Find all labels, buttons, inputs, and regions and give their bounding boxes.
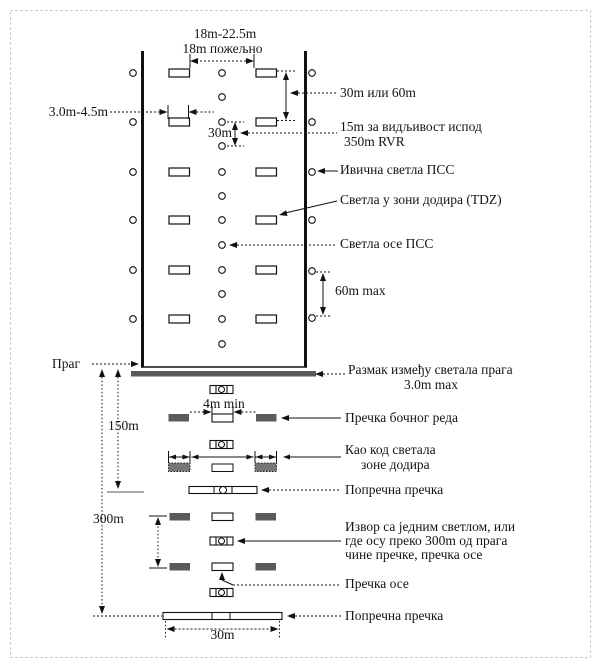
label-spacing-preferred: 18m пожељно <box>182 41 263 56</box>
leader-tdz <box>279 201 337 216</box>
threshold-bar <box>131 371 316 377</box>
leader-edge-lights <box>317 168 338 174</box>
edge-lights-left <box>130 70 137 323</box>
crossbar-mid <box>189 487 341 494</box>
leader-source <box>237 538 341 544</box>
label-tdz-lights: Светла у зони додира (TDZ) <box>340 192 502 207</box>
label-dist-150m: 150m <box>108 418 139 433</box>
label-row-spacing: 30m или 60m <box>340 85 416 100</box>
label-edge-lights: Ивична светла ПСС <box>340 162 455 177</box>
label-threshold-spacing-line2: 3.0m max <box>404 377 458 392</box>
label-gap-min: 4m min <box>203 396 245 411</box>
leader-centerline <box>229 242 337 248</box>
label-crossbar-bottom: Попречна пречка <box>345 608 444 623</box>
centerline-lights <box>219 70 226 348</box>
label-as-tdz-line2: зоне додира <box>361 457 430 472</box>
label-centerline-spacing: 30m <box>207 125 232 140</box>
label-source-line2: где осу преко 300m од прага <box>345 533 508 548</box>
label-edge-max: 60m max <box>335 283 386 298</box>
tdz-style-barrettes <box>169 451 342 472</box>
label-barrette-width: 3.0m-4.5m <box>48 104 108 119</box>
label-source-line1: Извор са једним светлом, или <box>345 519 516 534</box>
label-as-tdz-line1: Као код светала <box>345 442 436 457</box>
label-threshold-spacing-line1: Размак између светала прага <box>348 362 513 377</box>
leader-threshold-spacing <box>315 371 346 377</box>
label-spacing-range: 18m-22.5m <box>193 26 257 41</box>
label-rvr-line1: 15m за видљивост испод <box>340 119 482 134</box>
label-axis-barrette: Пречка осе <box>345 576 409 591</box>
dimension-60max <box>316 272 331 316</box>
label-side-row-barrette: Пречка бочног реда <box>345 410 459 425</box>
dimension-30m <box>227 122 337 146</box>
label-centerline-lights: Светла осе ПСС <box>340 236 434 251</box>
label-threshold: Праг <box>52 356 81 371</box>
label-bottom-width: 30m <box>210 627 235 642</box>
leader-axis-barrette <box>219 572 341 585</box>
leader-threshold <box>92 361 139 367</box>
label-rvr-line2: 350m RVR <box>344 134 405 149</box>
label-dist-300m: 300m <box>93 511 124 526</box>
dimension-3m <box>110 105 214 119</box>
label-source-line3: чине пречке, пречка осе <box>345 547 483 562</box>
edge-lights-right <box>309 70 316 322</box>
side-row-barrettes <box>169 414 342 422</box>
crossbar-bottom <box>163 613 341 620</box>
label-crossbar-mid: Попречна пречка <box>345 482 444 497</box>
